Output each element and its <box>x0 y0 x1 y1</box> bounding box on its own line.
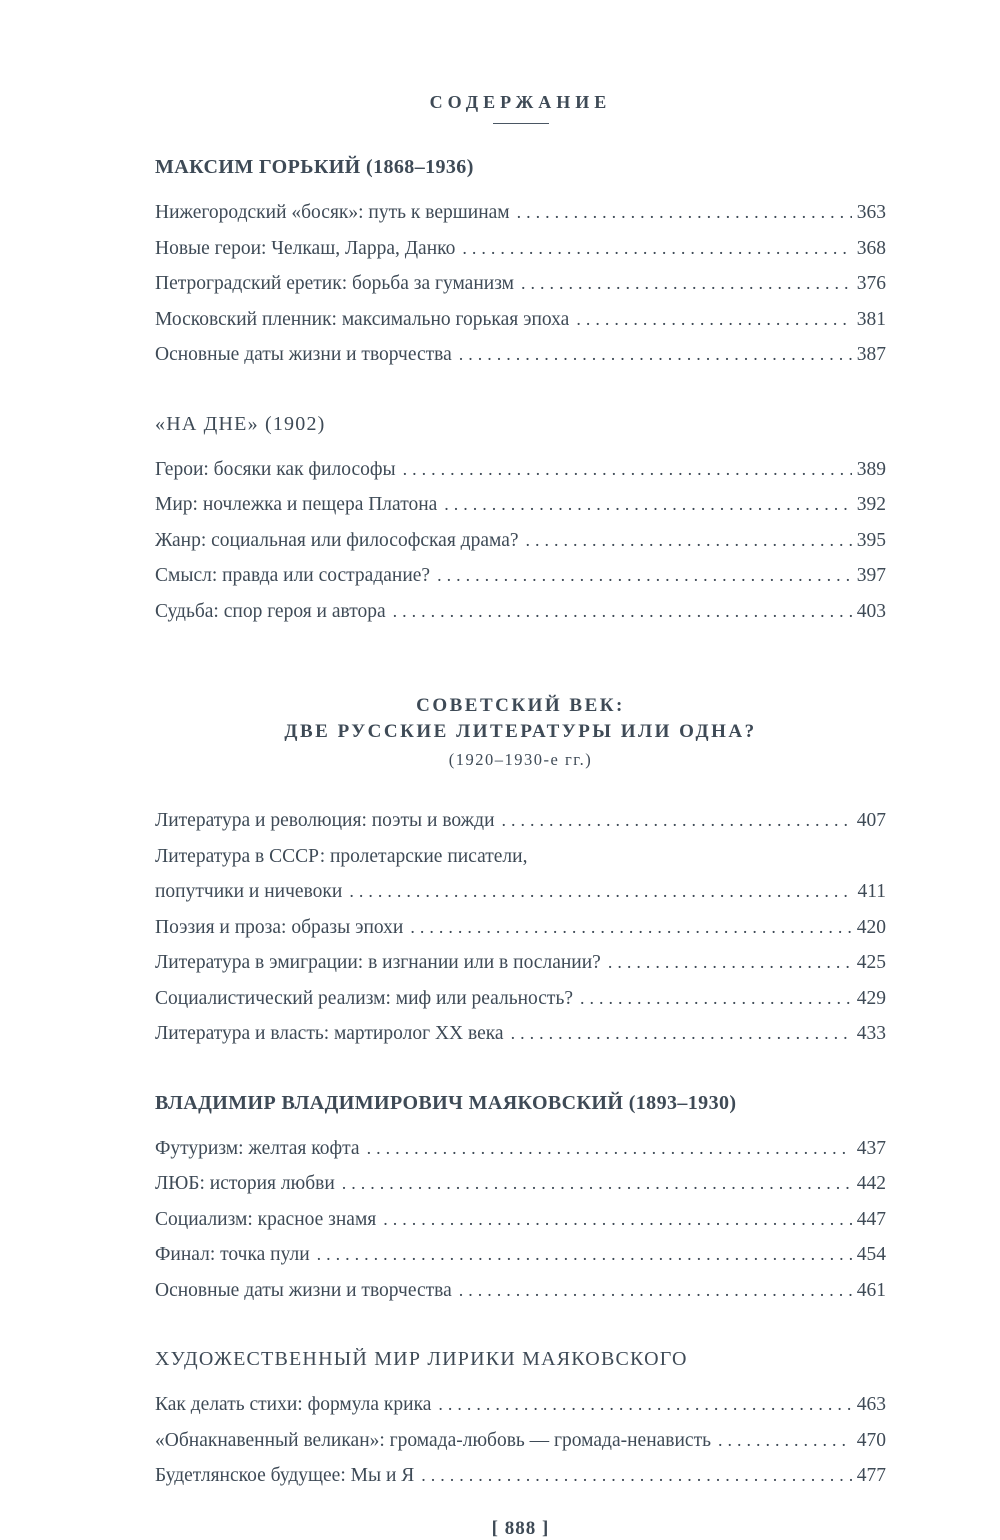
toc-entry <box>155 1387 886 1423</box>
toc-entry <box>155 1423 886 1459</box>
page-number: 420 <box>856 916 886 938</box>
dotted-leader <box>383 1202 851 1238</box>
entry-title: Социалистический реализм: миф или реальность? <box>155 987 574 1009</box>
page-number: 397 <box>856 565 886 586</box>
section-heading-line: МАКСИМ ГОРЬКИЙ (1868–1936) <box>155 156 474 178</box>
toc-entry <box>155 945 886 981</box>
entry-title: Смысл: правда или сострадание? <box>155 565 431 586</box>
toc-entry-row <box>155 452 886 488</box>
toc-entry <box>155 981 886 1017</box>
page-number: 433 <box>856 1023 886 1044</box>
toc-entry <box>155 487 886 523</box>
toc-entry <box>155 302 886 338</box>
page-number: 454 <box>856 1244 886 1265</box>
entry-title-line-1: Литература в СССР: пролетарские писатели, <box>155 845 528 867</box>
toc-entry <box>155 337 886 373</box>
section-heading-line: (1920–1930-е гг.) <box>448 750 593 769</box>
dotted-leader <box>459 337 852 373</box>
page-number: 461 <box>856 1279 886 1301</box>
toc-entry <box>155 1202 886 1238</box>
toc-entry-row <box>155 1423 886 1459</box>
toc-entry <box>155 266 886 302</box>
toc-entry-row <box>155 1131 886 1167</box>
page-number: 437 <box>856 1137 886 1159</box>
section-heading <box>155 693 886 773</box>
page-number: 411 <box>857 881 886 902</box>
entry-title: Основные даты жизни и творчества <box>155 344 452 365</box>
toc-entry-list <box>155 452 886 630</box>
toc-entry <box>155 1273 886 1309</box>
entry-title: Основные даты жизни и творчества <box>155 1279 452 1301</box>
section-heading-line: ДВЕ РУССКИЕ ЛИТЕРАТУРЫ ИЛИ ОДНА? <box>284 721 757 742</box>
dotted-leader <box>403 452 852 488</box>
dotted-leader <box>342 1166 852 1202</box>
entry-title: Литература в эмиграции: в изгнании или в послании? <box>155 952 601 973</box>
toc-entry-row <box>155 1273 886 1309</box>
contents-title: СОДЕРЖАНИЕ <box>429 92 612 112</box>
section-heading <box>155 154 886 180</box>
section-heading-line: СОВЕТСКИЙ ВЕК: <box>416 695 625 716</box>
entry-title: Как делать стихи: формула крика <box>155 1394 432 1415</box>
entry-title: Литература и власть: мартиролог XX века <box>155 1023 504 1044</box>
toc-entry <box>155 1131 886 1167</box>
toc-entry <box>155 452 886 488</box>
toc-entry-row <box>155 1202 886 1238</box>
toc-entry-row <box>155 266 886 302</box>
toc-entry <box>155 1458 886 1494</box>
toc-section <box>155 1346 886 1494</box>
entry-title: Финал: точка пули <box>155 1244 310 1265</box>
entry-title: Поэзия и проза: образы эпохи <box>155 916 404 938</box>
dotted-leader <box>367 1131 852 1167</box>
toc-entry <box>155 1237 886 1273</box>
toc-section <box>155 1090 886 1309</box>
toc-entry-row <box>155 337 886 373</box>
page-number: 403 <box>856 600 886 622</box>
toc-section <box>155 411 886 630</box>
page-number: 389 <box>856 458 886 480</box>
toc-entry-row <box>155 1166 886 1202</box>
toc-entry <box>155 803 886 839</box>
toc-entry <box>155 1166 886 1202</box>
toc-entry <box>155 839 886 910</box>
dotted-leader <box>393 594 852 630</box>
dotted-leader <box>317 1237 852 1273</box>
dotted-leader <box>521 266 852 302</box>
entry-title: Нижегородский «босяк»: путь к вершинам <box>155 202 510 223</box>
toc-entry-row <box>155 981 886 1017</box>
toc-section <box>155 154 886 373</box>
dotted-leader <box>517 195 852 231</box>
dotted-leader <box>410 910 851 946</box>
toc-entry-list <box>155 1387 886 1494</box>
dotted-leader <box>576 302 851 338</box>
toc-entry-list <box>155 195 886 373</box>
toc-entry-list <box>155 803 886 1052</box>
entry-title: Социализм: красное знамя <box>155 1208 377 1230</box>
toc-entry-row <box>155 1387 886 1423</box>
toc-entry-row <box>155 1458 886 1494</box>
section-heading-line: ВЛАДИМИР ВЛАДИМИРОВИЧ МАЯКОВСКИЙ (1893–1930) <box>155 1091 737 1114</box>
toc-entry-row <box>155 523 886 559</box>
section-heading-line: ХУДОЖЕСТВЕННЫЙ МИР ЛИРИКИ МАЯКОВСКОГО <box>155 1348 688 1370</box>
entry-title: Футуризм: желтая кофта <box>155 1137 360 1159</box>
toc-entry-row <box>155 1237 886 1273</box>
toc-entry-row <box>155 195 886 231</box>
toc-entry <box>155 910 886 946</box>
toc-entry <box>155 523 886 559</box>
page-number-footer: [ 888 ] <box>491 1517 550 1539</box>
toc-entry-list <box>155 1131 886 1309</box>
toc-entry <box>155 558 886 594</box>
dotted-leader <box>608 945 852 981</box>
page-number: 442 <box>856 1173 886 1194</box>
page-number: 376 <box>856 273 886 294</box>
entry-title: Герои: босяки как философы <box>155 458 396 480</box>
dotted-leader <box>511 1016 852 1052</box>
page-number: 387 <box>856 344 886 365</box>
toc-section <box>155 693 886 1052</box>
page-number: 407 <box>856 810 886 831</box>
entry-title: Мир: ночлежка и пещера Платона <box>155 494 438 515</box>
entry-title: Новые герои: Челкаш, Ларра, Данко <box>155 237 456 259</box>
page-number: 477 <box>856 1465 886 1486</box>
entry-title: ЛЮБ: история любви <box>155 1173 335 1194</box>
header-rule <box>493 123 549 124</box>
page-number: 395 <box>856 529 886 551</box>
section-heading <box>155 1346 886 1372</box>
page-number: 368 <box>856 237 886 259</box>
toc-entry-row <box>155 1016 886 1052</box>
toc-entry-row <box>155 487 886 523</box>
toc-entry-row <box>155 302 886 338</box>
section-heading-line: «НА ДНЕ» (1902) <box>155 412 326 435</box>
toc-entry-row <box>155 803 886 839</box>
page-number: 425 <box>856 952 886 973</box>
dotted-leader <box>444 487 851 523</box>
page-number: 363 <box>856 202 886 223</box>
section-heading <box>155 411 886 437</box>
entry-title: Будетлянское будущее: Мы и Я <box>155 1465 415 1486</box>
page-number: 470 <box>856 1429 886 1451</box>
entry-title: Литература и революция: поэты и вожди <box>155 810 495 831</box>
page-number: 429 <box>856 987 886 1009</box>
dotted-leader <box>437 558 852 594</box>
dotted-leader <box>349 874 852 910</box>
entry-title: попутчики и ничевоки <box>155 881 343 902</box>
toc-entry <box>155 195 886 231</box>
dotted-leader <box>462 231 851 267</box>
dotted-leader <box>438 1387 851 1423</box>
toc-sections <box>155 154 886 1494</box>
entry-title: Петроградский еретик: борьба за гуманизм <box>155 273 514 294</box>
entry-title: Жанр: социальная или философская драма? <box>155 529 519 551</box>
toc-entry <box>155 231 886 267</box>
dotted-leader <box>459 1273 852 1309</box>
toc-entry-row <box>155 231 886 267</box>
dotted-leader <box>421 1458 851 1494</box>
toc-entry-row <box>155 558 886 594</box>
toc-entry <box>155 1016 886 1052</box>
page-number: 447 <box>856 1208 886 1230</box>
toc-entry-row <box>155 945 886 981</box>
page-number: 381 <box>856 308 886 330</box>
toc-entry-row <box>155 910 886 946</box>
dotted-leader <box>526 523 852 559</box>
entry-title: Судьба: спор героя и автора <box>155 600 386 622</box>
page-number: 392 <box>856 494 886 515</box>
entry-title: Московский пленник: максимально горькая эпоха <box>155 308 570 330</box>
dotted-leader <box>718 1423 852 1459</box>
dotted-leader <box>580 981 852 1017</box>
toc-entry-row <box>155 874 886 910</box>
toc-entry-row <box>155 594 886 630</box>
dotted-leader <box>502 803 852 839</box>
section-heading <box>155 1090 886 1116</box>
toc-entry <box>155 594 886 630</box>
page-number: 463 <box>856 1394 886 1415</box>
entry-title: «Обнакнавенный великан»: громада-любовь — громада-ненависть <box>155 1429 711 1451</box>
